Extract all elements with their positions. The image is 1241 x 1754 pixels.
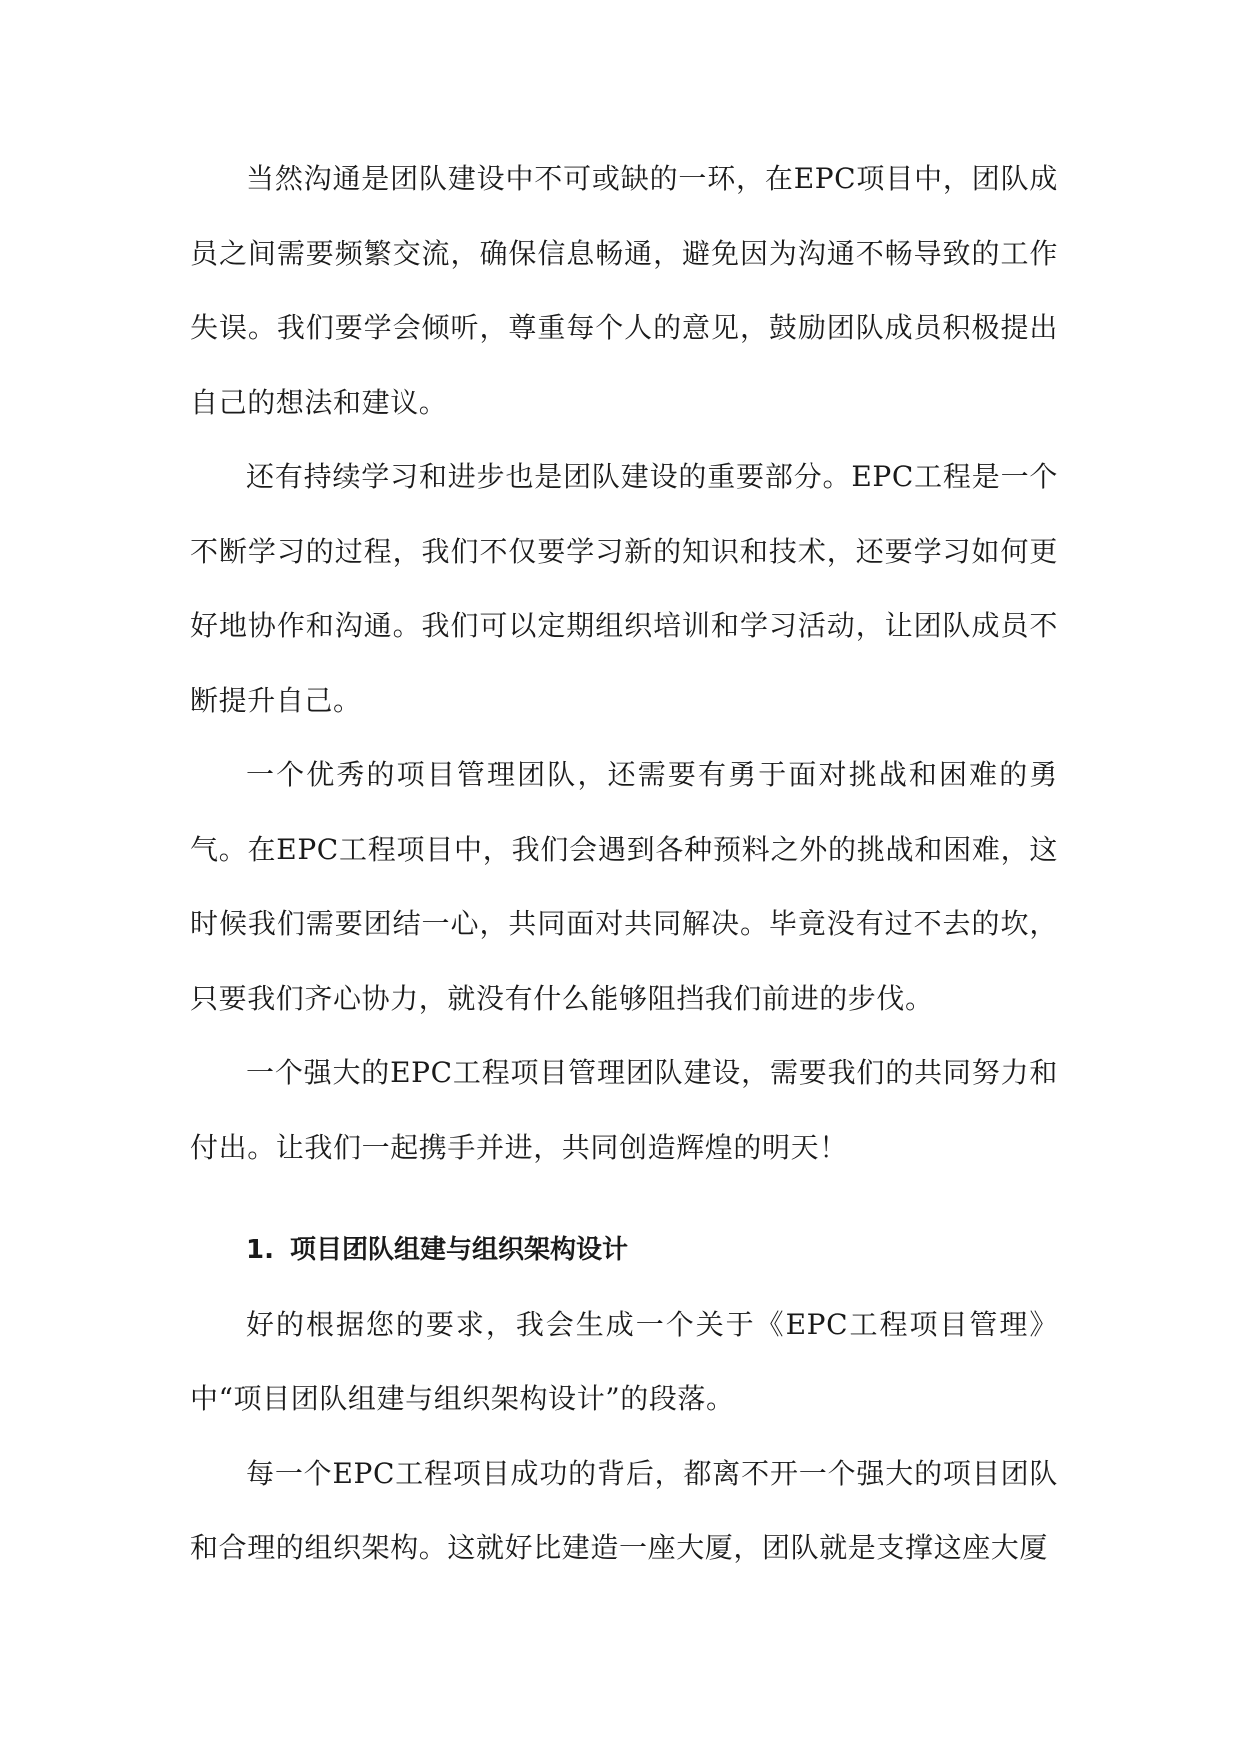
paragraph-facing-challenges: 一个优秀的项目管理团队，还需要有勇于面对挑战和困难的勇气。在EPC工程项目中，我们会遇到各种预料之外的挑战和困难，这时候我们需要团结一心，共同面对共同解决。毕竟没有过不去的坎，只要我们齐心协力，就没有什么能够阻挡我们前进的步伐。 xyxy=(190,758,1058,1015)
paragraph-continuous-learning: 还有持续学习和进步也是团队建设的重要部分。EPC工程是一个不断学习的过程，我们不仅要学习新的知识和技术，还要学习如何更好地协作和沟通。我们可以定期组织培训和学习活动，让团队成员不断提升自己。 xyxy=(190,460,1058,717)
paragraph-intro-request: 好的根据您的要求，我会生成一个关于《EPC工程项目管理》中“项目团队组建与组织架构设计”的段落。 xyxy=(190,1307,1058,1415)
paragraph-team-structure: 每一个EPC工程项目成功的背后，都离不开一个强大的项目团队和合理的组织架构。这就好比建造一座大厦，团队就是支撑这座大厦 xyxy=(190,1456,1058,1564)
paragraph-communication: 当然沟通是团队建设中不可或缺的一环，在EPC项目中，团队成员之间需要频繁交流，确保信息畅通，避免因为沟通不畅导致的工作失误。我们要学会倾听，尊重每个人的意见，鼓励团队成员积极提出自己的想法和建议。 xyxy=(190,162,1058,419)
section-number: 1. xyxy=(246,1235,274,1265)
document-body xyxy=(190,142,1058,1586)
paragraph-conclusion: 一个强大的EPC工程项目管理团队建设，需要我们的共同努力和付出。让我们一起携手并进，共同创造辉煌的明天！ xyxy=(190,1056,1058,1164)
section-title: 项目团队组建与组织架构设计 xyxy=(290,1235,629,1265)
section-heading xyxy=(190,1213,1058,1288)
